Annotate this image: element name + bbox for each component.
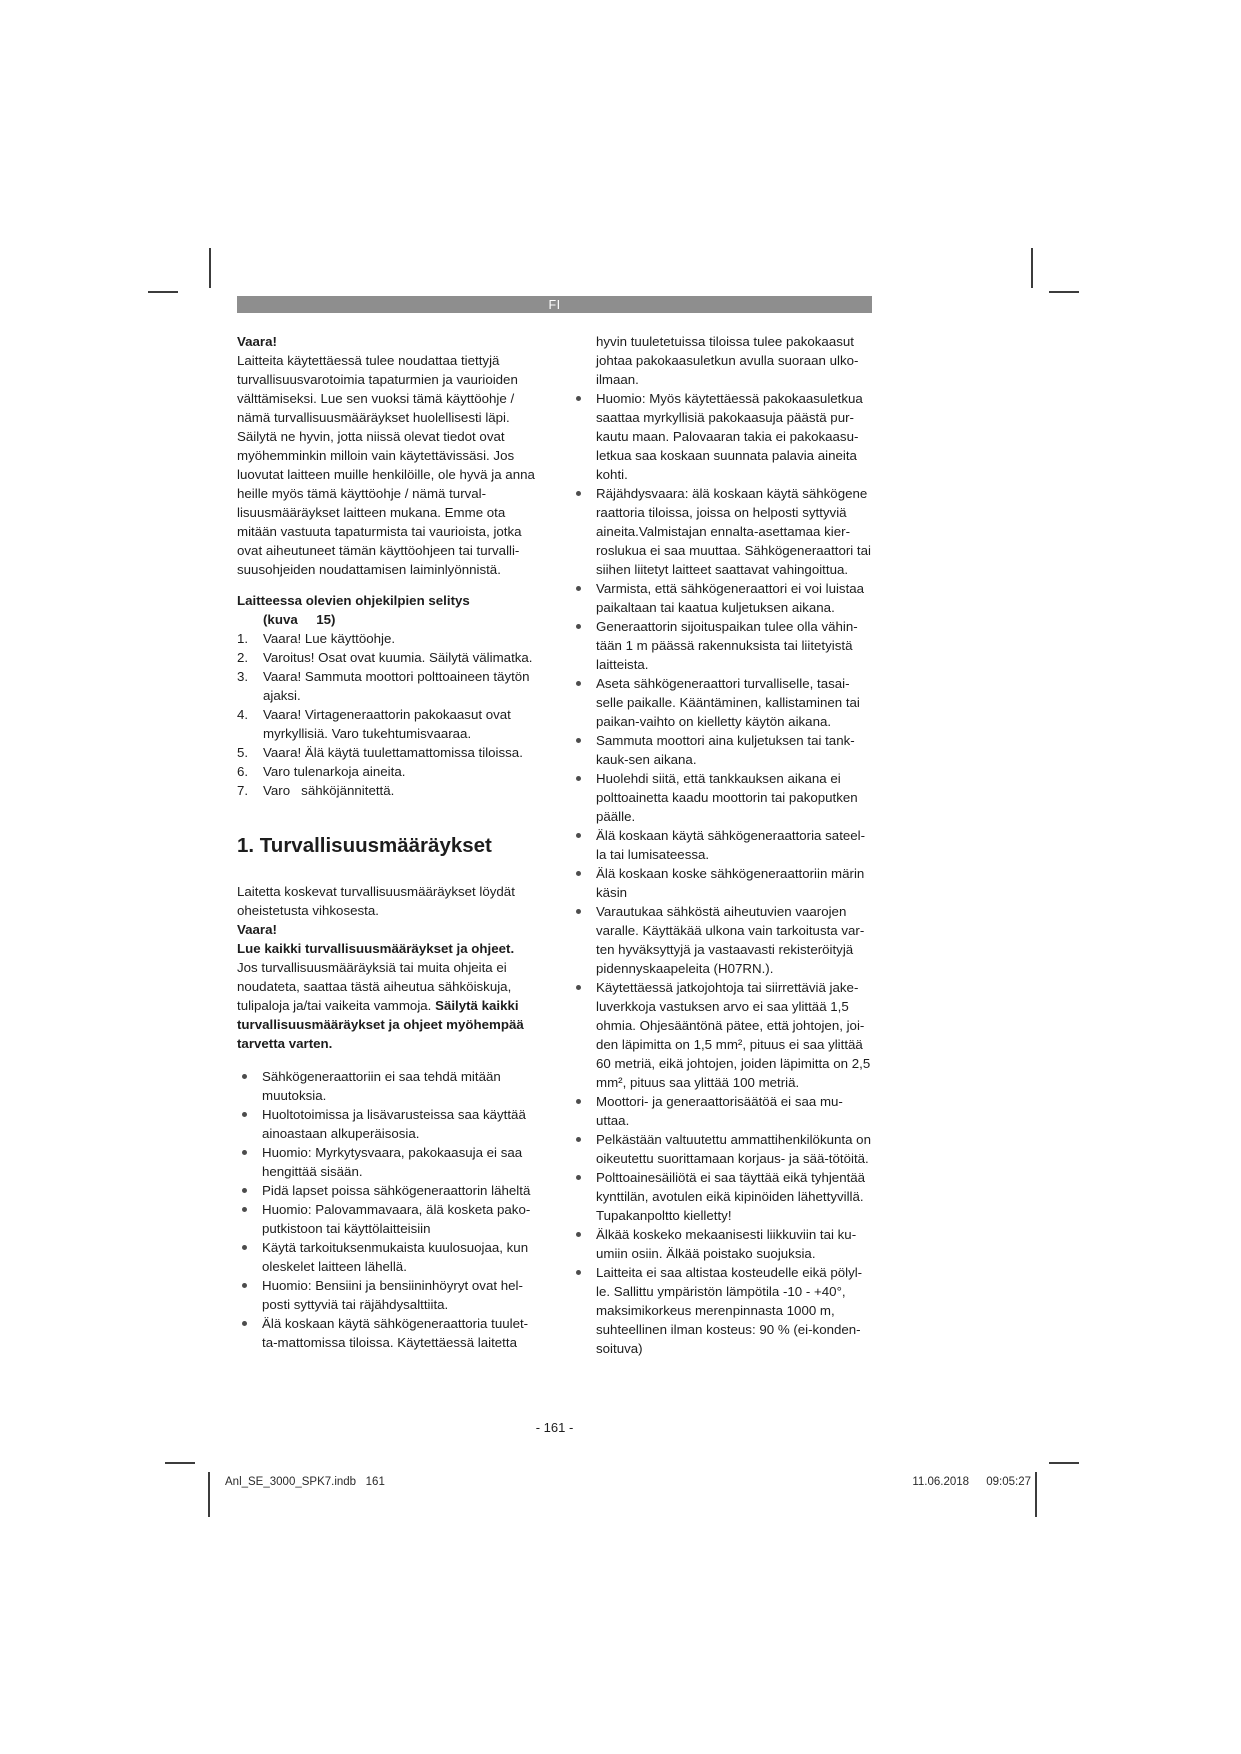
bullet-icon <box>571 1092 596 1130</box>
bullet-icon <box>571 1168 596 1225</box>
bullet-icon <box>571 978 596 1092</box>
bullet-text: Aseta sähkögeneraattori turvalliselle, tasai-selle paikalle. Kääntäminen, kallistaminen tai paikan-vaihto on kielletty käytön aikana. <box>596 676 860 729</box>
bullet-icon <box>237 1314 262 1352</box>
right-bullet-list <box>571 389 872 1358</box>
warning-lead: Lue kaikki turvallisuusmääräykset ja ohjeet. <box>237 941 515 956</box>
print-footer-filename: Anl_SE_3000_SPK7.indb 161 <box>225 1476 385 1488</box>
item-text: Varo tulenarkoja aineita. <box>263 764 406 779</box>
language-code: FI <box>548 297 561 312</box>
bullet-text: Pelkästään valtuutettu ammattihenkilökunta on oikeutettu suorittamaan korjaus- ja sää-tötöitä. <box>596 1132 871 1166</box>
crop-mark <box>1035 1472 1037 1517</box>
warning-paragraph <box>237 939 538 1053</box>
signs-heading-line1: Laitteessa olevien ohjekilpien selitys <box>237 593 470 608</box>
bullet-icon <box>571 826 596 864</box>
crop-mark <box>148 291 178 293</box>
bullet-icon <box>571 484 596 579</box>
crop-mark <box>1031 248 1033 288</box>
bullet-item <box>571 1092 872 1130</box>
bullet-icon <box>237 1276 262 1314</box>
bullet-icon <box>571 579 596 617</box>
bullet-item <box>237 1200 538 1238</box>
warning-title-2: Vaara! <box>237 922 277 937</box>
bullet-item <box>571 1130 872 1168</box>
bullet-item <box>571 826 872 864</box>
page-content <box>237 332 872 1358</box>
bullet-item <box>571 674 872 731</box>
numbered-item <box>237 743 538 762</box>
bullet-item <box>237 1276 538 1314</box>
page-number: - 161 - <box>535 1420 574 1435</box>
print-footer <box>225 1476 1031 1488</box>
bullet-icon <box>237 1067 262 1105</box>
signs-heading <box>237 591 538 629</box>
print-footer-date: 11.06.2018 <box>912 1476 970 1488</box>
section-heading: 1. Turvallisuusmääräykset <box>237 834 492 857</box>
print-footer-time: 09:05:27 <box>986 1476 1031 1488</box>
right-column <box>571 332 872 1358</box>
bullet-text: Käytä tarkoituksenmukaista kuulosuojaa, kun oleskelet laitteen lähellä. <box>262 1240 529 1274</box>
section-intro: Laitetta koskevat turvallisuusmääräykset löydät oheistetusta vihkosesta. <box>237 884 515 918</box>
bullet-text: Sähkögeneraattoriin ei saa tehdä mitään muutoksia. <box>262 1069 501 1103</box>
bullet-item <box>571 484 872 579</box>
language-header-bar <box>237 296 872 313</box>
bullet-item <box>571 1225 872 1263</box>
bullet-text: Pidä lapset poissa sähkögeneraattorin läheltä <box>262 1183 531 1198</box>
bullet-text: Polttoainesäiliötä ei saa täyttää eikä tyhjentää kynttilän, avotulen eikä kipinöiden lähettyvillä. Tupakanpoltto kielletty! <box>596 1170 866 1223</box>
numbered-item <box>237 762 538 781</box>
bullet-icon <box>571 617 596 674</box>
bullet-icon <box>571 769 596 826</box>
bullet-item <box>571 579 872 617</box>
bullet-item <box>237 1238 538 1276</box>
print-footer-timestamp <box>898 1476 1031 1488</box>
bullet-icon <box>571 731 596 769</box>
item-number: 5. <box>237 745 249 760</box>
signs-heading-line2: (kuva 15) <box>263 612 336 627</box>
bullet-icon <box>571 1130 596 1168</box>
bullet-text: Huomio: Myrkytysvaara, pakokaasuja ei saa hengittää sisään. <box>262 1145 523 1179</box>
bullet-item <box>237 1181 538 1200</box>
bullet-item <box>237 1067 538 1105</box>
bullet-item <box>571 1263 872 1358</box>
bullet-text: Räjähdysvaara: älä koskaan käytä sähkögene raattoria tiloissa, joissa on helposti syttyviä aineita.Valmistajan ennalta-asettamaa kier-roslukua ei saa muuttaa. Sähkögeneraattori tai siihen liitetyt laitteet saattavat vahingoittua. <box>596 486 871 577</box>
bullet-icon <box>237 1238 262 1276</box>
bullet-item <box>237 1143 538 1181</box>
bullet-item <box>237 1105 538 1143</box>
numbered-item <box>237 667 538 705</box>
bullet-text: Generaattorin sijoituspaikan tulee olla vähin-tään 1 m päässä rakennuksista tai liitetyistä laitteista. <box>596 619 858 672</box>
bullet-item <box>571 769 872 826</box>
numbered-item <box>237 629 538 648</box>
bullet-icon <box>237 1200 262 1238</box>
item-number: 6. <box>237 764 249 779</box>
bullet-item <box>571 731 872 769</box>
continuation-paragraph: hyvin tuuletetuissa tiloissa tulee pakokaasut johtaa pakokaasuletkun avulla suoraan ulko-ilmaan. <box>596 334 859 387</box>
warning-title: Vaara! <box>237 334 277 349</box>
bullet-item <box>571 1168 872 1225</box>
bullet-text: Älä koskaan käytä sähkögeneraattoria sateel-la tai lumisateessa. <box>596 828 866 862</box>
bullet-icon <box>237 1105 262 1143</box>
bullet-item <box>571 902 872 978</box>
warning-body: Jos turvallisuusmääräyksiä tai muita ohjeita ei noudateta, saattaa tästä aiheutua sähköiskuja, tulipaloja ja/tai vaikeita vammoja. <box>237 960 512 1013</box>
bullet-icon <box>571 902 596 978</box>
left-bullet-list <box>237 1067 538 1352</box>
item-text: Varoitus! Osat ovat kuumia. Säilytä välimatka. <box>263 650 533 665</box>
item-number: 3. <box>237 669 249 684</box>
bullet-text: Laitteita ei saa altistaa kosteudelle eikä pölyl-le. Sallittu ympäristön lämpötila -10 - +40°, maksimikorkeus merenpinnasta 1000 m, suhteellinen ilman kosteus: 90 % (ei-konden-soituva) <box>596 1265 863 1356</box>
item-number: 2. <box>237 650 249 665</box>
bullet-text: Huomio: Palovammavaara, älä kosketa pako-putkistoon tai käyttölaitteisiin <box>262 1202 531 1236</box>
warning-bold-tail: Säilytä kaikki turvallisuusmääräykset ja ohjeet myöhempää tarvetta varten. <box>237 998 524 1051</box>
item-number: 1. <box>237 631 249 646</box>
item-number: 7. <box>237 783 249 798</box>
bullet-icon <box>237 1143 262 1181</box>
bullet-text: Varautukaa sähköstä aiheutuvien vaarojen varalle. Käyttäkää ulkona vain tarkoitusta var-ten hyväksyttyjä ja vastaavasti rekisteröityjä pidennyskaapeleita (H07RN.). <box>596 904 865 976</box>
bullet-icon <box>571 1225 596 1263</box>
bullet-icon <box>571 864 596 902</box>
left-column <box>237 332 538 1358</box>
bullet-text: Huoltotoimissa ja lisävarusteissa saa käyttää ainoastaan alkuperäisosia. <box>262 1107 526 1141</box>
bullet-text: Huomio: Myös käytettäessä pakokaasuletkua saattaa myrkyllisiä pakokaasuja päästä pur-kautu maan. Palovaaran takia ei pakokaasu-letkua saa koskaan suunnata palavia aineita kohti. <box>596 391 863 482</box>
bullet-text: Moottori- ja generaattorisäätöä ei saa mu-uttaa. <box>596 1094 843 1128</box>
item-text: Vaara! Virtageneraattorin pakokaasut ovat myrkyllisiä. Varo tukehtumisvaaraa. <box>263 707 511 741</box>
numbered-item <box>237 648 538 667</box>
item-number: 4. <box>237 707 249 722</box>
numbered-item <box>237 705 538 743</box>
crop-mark <box>209 248 211 288</box>
bullet-text: Älä koskaan koske sähkögeneraattoriin märin käsin <box>596 866 865 900</box>
intro-paragraph: Laitteita käytettäessä tulee noudattaa tiettyjä turvallisuusvarotoimia tapaturmien ja vaurioiden välttämiseksi. Lue sen vuoksi tämä käyttöohje / nämä turvallisuusmääräykset huolellisesti läpi. Säilytä ne hyvin, jotta niissä olevat tiedot ovat myöhemminkin milloin vain käytettävissäsi. Jos luovutat laitteen muille henkilöille, ole hyvä ja anna heille myös tämä käyttöohje / nämä turval-lisuusmääräykset laitteen mukana. Emme ota mitään vastuuta tapaturmista tai vaurioista, jotka ovat aiheutuneet tämän käyttöohjeen tai turvalli-suusohjeiden noudattamisen laiminlyönnistä. <box>237 353 535 577</box>
bullet-item <box>571 617 872 674</box>
item-text: Varo sähköjännitettä. <box>263 783 395 798</box>
numbered-item <box>237 781 538 800</box>
bullet-text: Älkää koskeko mekaanisesti liikkuviin tai ku-umiin osiin. Älkää poistako suojuksia. <box>596 1227 857 1261</box>
bullet-text: Sammuta moottori aina kuljetuksen tai tank-kauk-sen aikana. <box>596 733 855 767</box>
crop-mark <box>208 1472 210 1517</box>
bullet-text: Käytettäessä jatkojohtoja tai siirrettäviä jake-luverkkoja vastuksen arvo ei saa ylittää 1,5 ohmia. Ohjesääntönä pätee, että johtojen, joi-den läpimitta on 1,5 mm², pituus ei saa ylittää 60 metriä, eikä johtojen, joiden läpimitta on 2,5 mm², pituus saa ylittää 100 metriä. <box>596 980 871 1090</box>
bullet-item <box>571 389 872 484</box>
crop-mark <box>1049 291 1079 293</box>
bullet-text: Huolehdi siitä, että tankkauksen aikana ei polttoainetta kaadu moottorin tai pakoputken päälle. <box>596 771 858 824</box>
crop-mark <box>1049 1462 1079 1464</box>
bullet-item <box>237 1314 538 1352</box>
item-text: Vaara! Älä käytä tuulettamattomissa tiloissa. <box>263 745 523 760</box>
signs-numbered-list <box>237 629 538 800</box>
item-text: Vaara! Sammuta moottori polttoaineen täytön ajaksi. <box>263 669 530 703</box>
bullet-icon <box>237 1181 262 1200</box>
bullet-text: Huomio: Bensiini ja bensiininhöyryt ovat hel-posti syttyviä tai räjähdysalttiita. <box>262 1278 523 1312</box>
bullet-text: Älä koskaan käytä sähkögeneraattoria tuulet-ta-mattomissa tiloissa. Käytettäessä laitetta <box>262 1316 529 1350</box>
bullet-icon <box>571 389 596 484</box>
item-text: Vaara! Lue käyttöohje. <box>263 631 396 646</box>
bullet-item <box>571 978 872 1092</box>
bullet-item <box>571 864 872 902</box>
bullet-text: Varmista, että sähkögeneraattori ei voi luistaa paikaltaan tai kaatua kuljetuksen aikana. <box>596 581 865 615</box>
bullet-icon <box>571 674 596 731</box>
crop-mark <box>165 1462 195 1464</box>
bullet-icon <box>571 1263 596 1358</box>
